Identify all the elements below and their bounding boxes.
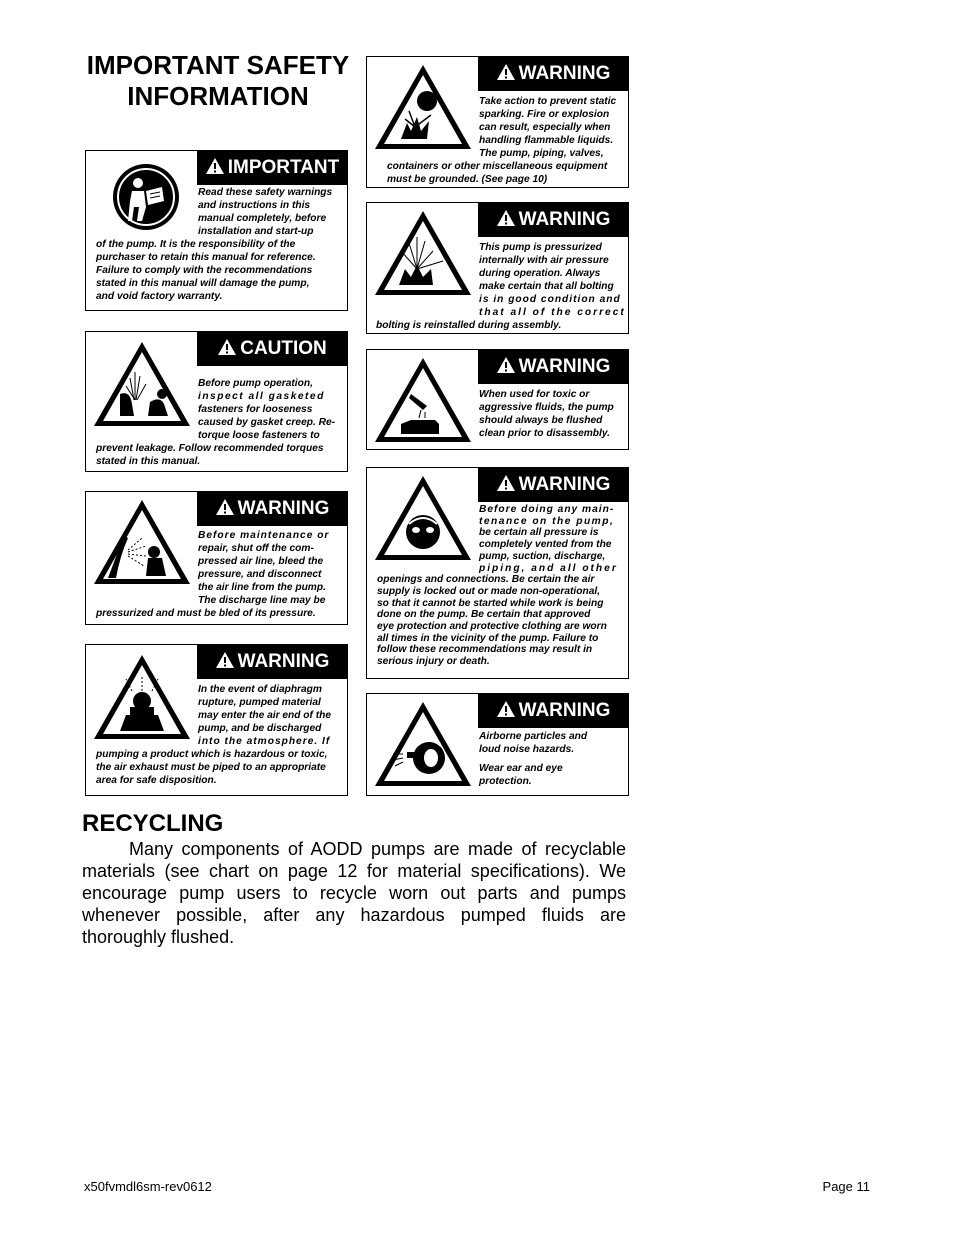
warning-triangle-icon [496,63,516,81]
warning-header [197,492,347,526]
warning-triangle-icon [496,700,516,718]
warning-noise-text: Airborne particles and loud noise hazards. Wear ear and eye protection. [479,731,588,787]
warning-noise-box [366,693,629,796]
important-header [197,151,347,185]
warning-static-box [366,56,629,188]
warning-triangle-icon [215,498,235,516]
important-box [85,150,348,311]
warning-diaphragm-text: In the event of diaphragm rupture, pumped material may enter the air end of the pump, and be discharged into the atmosphere. If pumping a product which is hazardous or toxic, the air exhaust must be piped to an appropriate area for safe disposition. [96,684,332,786]
warning-label: WARNING [518,63,611,84]
warning-static-text: Take action to prevent static sparking. Fire or explosion can result, especially when handling flammable liquids. The pump, piping, valves, containers or other miscellaneous equipment must be grounded. (See page 10) [387,96,617,185]
ear-eye-protection-icon [371,698,475,790]
warning-toxic-box [366,349,629,450]
warning-label: WARNING [518,209,611,230]
important-text: Read these safety warnings and instructions in this manual completely, before installation and start-up of the pump. It is the responsibility of the purchaser to retain this manual for reference. Failure to comply with the recommendations stated in this manual will damage the pump, and void factory warranty. [96,187,333,302]
warning-header [197,645,347,679]
warning-label: WARNING [237,651,330,672]
warning-header [478,468,628,502]
warning-header [478,350,628,384]
important-label: IMPORTANT [227,157,340,178]
warning-pressure-text: This pump is pressurized internally with air pressure during operation. Always make certain that all bolting is in good condition and that all of the correct bolting is reinstalled during assembly. [376,242,626,331]
caution-text: Before pump operation, inspect all gasketed fasteners for looseness caused by gasket creep. Re- torque loose fasteners to prevent leakage. Follow recommended torques stated in this manual. [96,378,336,467]
caution-box [85,331,348,472]
warning-diaphragm-box [85,644,348,796]
caution-header [197,332,347,366]
warning-triangle-icon [217,338,237,356]
warning-label: WARNING [237,498,330,519]
warning-label: WARNING [518,474,611,495]
warning-triangle-icon [496,356,516,374]
warning-label: WARNING [518,356,611,377]
warning-vent-text: Before doing any main- tenance on the pump, be certain all pressure is completely vented from the pump, suction, discharge, piping, and all other openings and connections. Be certain the air supply is locked out or made non-operational, so that it cannot be started while work is being done on the pump. Be certain that approved eye protection and protective clothing are worn all times in the vicinity of the pump. Failure to follow these recommendations may result in serious injury or death. [377,504,618,668]
warning-header [478,694,628,728]
document-id: x50fvmdl6sm-rev0612 [84,1179,212,1194]
warning-triangle-icon [496,209,516,227]
corrosive-hand-icon [371,354,475,446]
warning-header [478,57,628,91]
warning-triangle-icon [215,651,235,669]
caution-label: CAUTION [240,338,327,359]
warning-triangle-icon [496,474,516,492]
page-title: IMPORTANT SAFETY INFORMATION [86,50,350,111]
page-number: Page 11 [822,1179,870,1194]
warning-vent-box [366,467,629,679]
warning-label: WARNING [518,700,611,721]
warning-toxic-text: When used for toxic or aggressive fluids, the pump should always be flushed clean prior to disassembly. [479,389,614,439]
warning-air-line-box [85,491,348,625]
recycling-paragraph: Many components of AODD pumps are made of recyclable materials (see chart on page 12 for material specifications). We encourage pump users to recycle worn out parts and pumps whenever possible, after any hazardous pumped fluids are thoroughly flushed. [82,839,626,947]
warning-triangle-icon [205,157,225,175]
warning-header [478,203,628,237]
recycling-heading: RECYCLING [82,810,224,837]
warning-pressure-box [366,202,629,334]
warning-air-line-text: Before maintenance or repair, shut off the com- pressed air line, bleed the pressure, and disconnect the air line from the pump. The discharge line may be pressurized and must be bled of its pressure. [96,530,330,619]
